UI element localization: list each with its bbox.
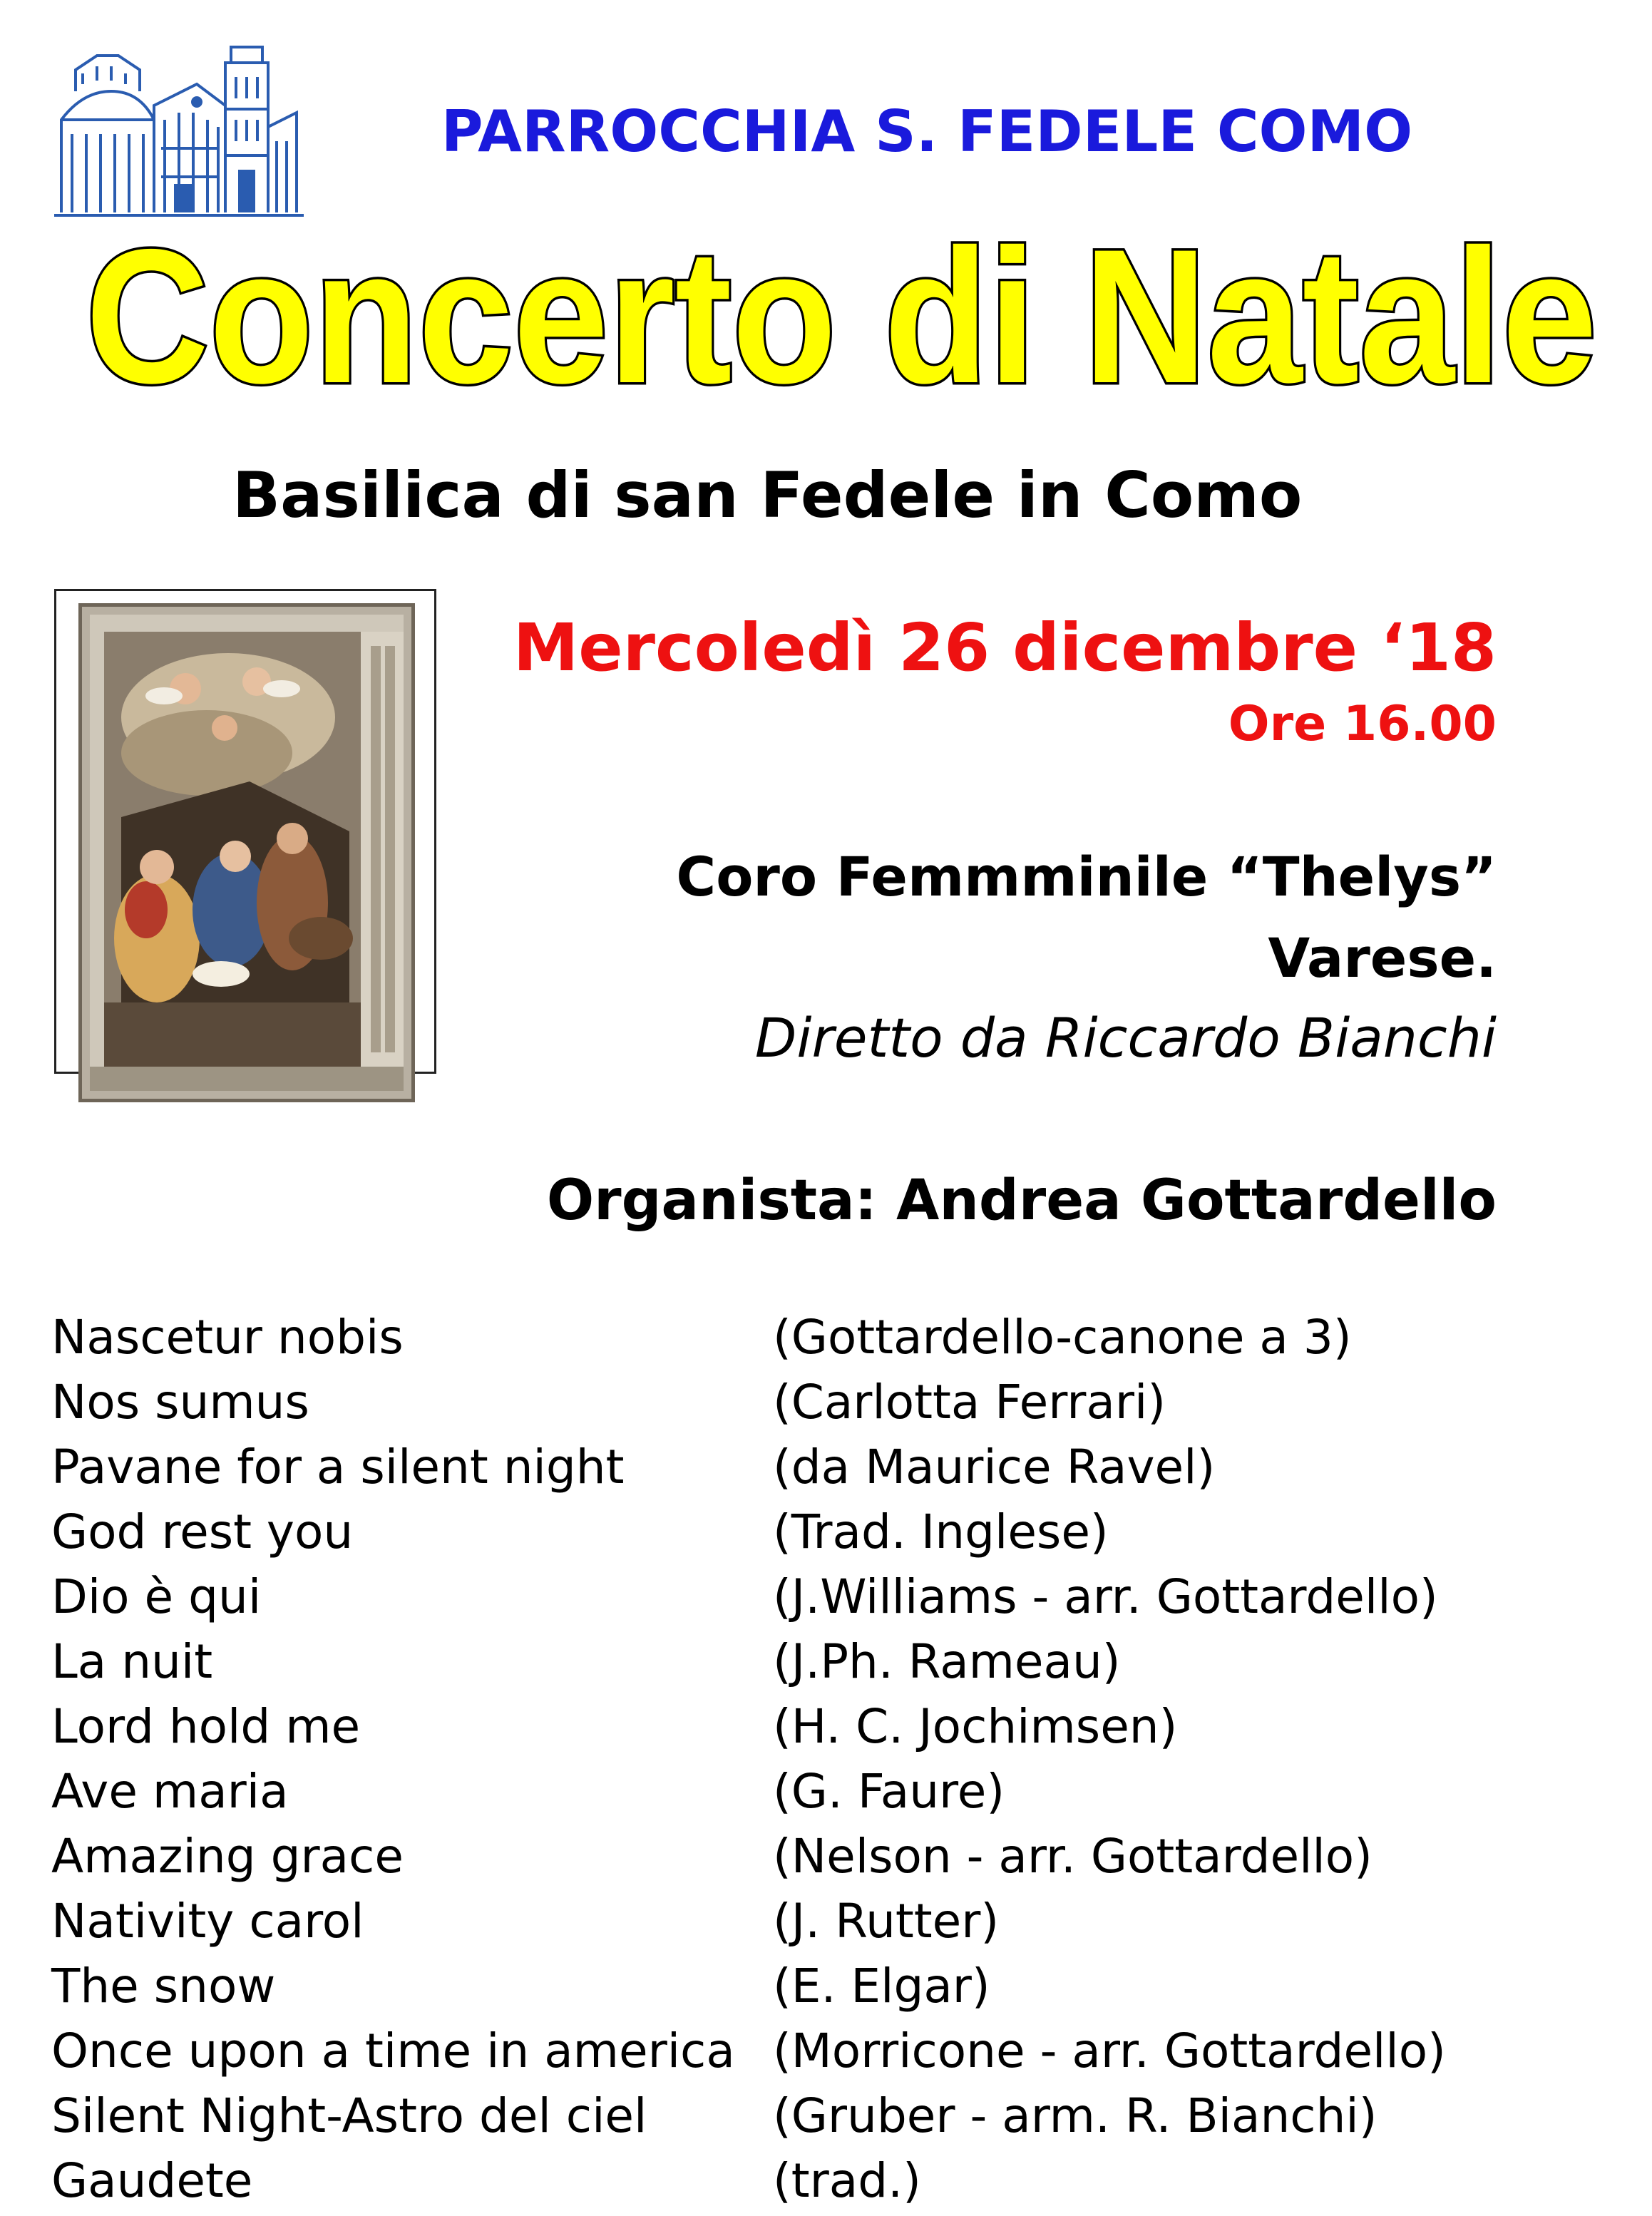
piece-composer: (Carlotta Ferrari) <box>773 1374 1166 1430</box>
piece-title: God rest you <box>51 1504 354 1559</box>
program-row <box>51 1694 1620 1759</box>
piece-title: Dio è qui <box>51 1569 262 1624</box>
program-row <box>51 1499 1620 1564</box>
piece-title: The snow <box>51 1958 276 2014</box>
piece-title: Amazing grace <box>51 1828 404 1884</box>
program-row <box>51 1954 1620 2018</box>
program-row <box>51 2018 1620 2083</box>
piece-title: Gaudete <box>51 2153 253 2208</box>
program-row <box>51 1435 1620 1499</box>
program-row <box>51 1370 1620 1435</box>
piece-composer: (Morricone - arr. Gottardello) <box>773 2023 1446 2078</box>
piece-title: Nos sumus <box>51 1374 309 1430</box>
program-row <box>51 1564 1620 1629</box>
program-row <box>51 1824 1620 1889</box>
piece-composer: (Gruber - arm. R. Bianchi) <box>773 2088 1377 2143</box>
piece-title: Nativity carol <box>51 1893 364 1949</box>
piece-composer: (J.Williams - arr. Gottardello) <box>773 1569 1438 1624</box>
piece-composer: (J.Ph. Rameau) <box>773 1633 1121 1689</box>
program-row <box>51 2148 1620 2213</box>
concert-title <box>43 211 1640 425</box>
piece-title: Lord hold me <box>51 1698 361 1754</box>
piece-title: Ave maria <box>51 1763 289 1819</box>
program-row <box>51 1629 1620 1694</box>
piece-composer: (Trad. Inglese) <box>773 1504 1109 1559</box>
program-list <box>51 1305 1620 2213</box>
program-row <box>51 1305 1620 1370</box>
piece-title: Once upon a time in america <box>51 2023 735 2078</box>
organist: Organista: Andrea Gottardello <box>546 1169 1497 1233</box>
venue-name: Basilica di san Fedele in Como <box>232 458 1303 532</box>
piece-composer: (E. Elgar) <box>773 1958 990 2014</box>
piece-title: Nascetur nobis <box>51 1309 404 1365</box>
concert-title-text: Concerto di Natale <box>86 211 1597 423</box>
piece-composer: (trad.) <box>773 2153 921 2208</box>
program-row <box>51 2083 1620 2148</box>
choir-director: Diretto da Riccardo Bianchi <box>754 1006 1497 1069</box>
church-logo-icon <box>54 41 304 218</box>
nativity-fresco-image <box>78 603 415 1102</box>
piece-title: Pavane for a silent night <box>51 1439 625 1494</box>
piece-composer: (Gottardello-canone a 3) <box>773 1309 1352 1365</box>
piece-composer: (da Maurice Ravel) <box>773 1439 1216 1494</box>
piece-title: Silent Night-Astro del ciel <box>51 2088 647 2143</box>
program-row <box>51 1759 1620 1824</box>
concert-date: Mercoledì 26 dicembre ‘18 <box>513 610 1497 686</box>
program-row <box>51 1889 1620 1954</box>
choir-city: Varese. <box>1268 926 1497 990</box>
choir-name: Coro Femmminile “Thelys” <box>676 845 1497 908</box>
piece-composer: (G. Faure) <box>773 1763 1005 1819</box>
piece-composer: (J. Rutter) <box>773 1893 1000 1949</box>
piece-composer: (Nelson - arr. Gottardello) <box>773 1828 1373 1884</box>
piece-composer: (H. C. Jochimsen) <box>773 1698 1178 1754</box>
parish-name: PARROCCHIA S. FEDELE COMO <box>441 98 1413 165</box>
concert-time: Ore 16.00 <box>1228 696 1497 752</box>
piece-title: La nuit <box>51 1633 213 1689</box>
